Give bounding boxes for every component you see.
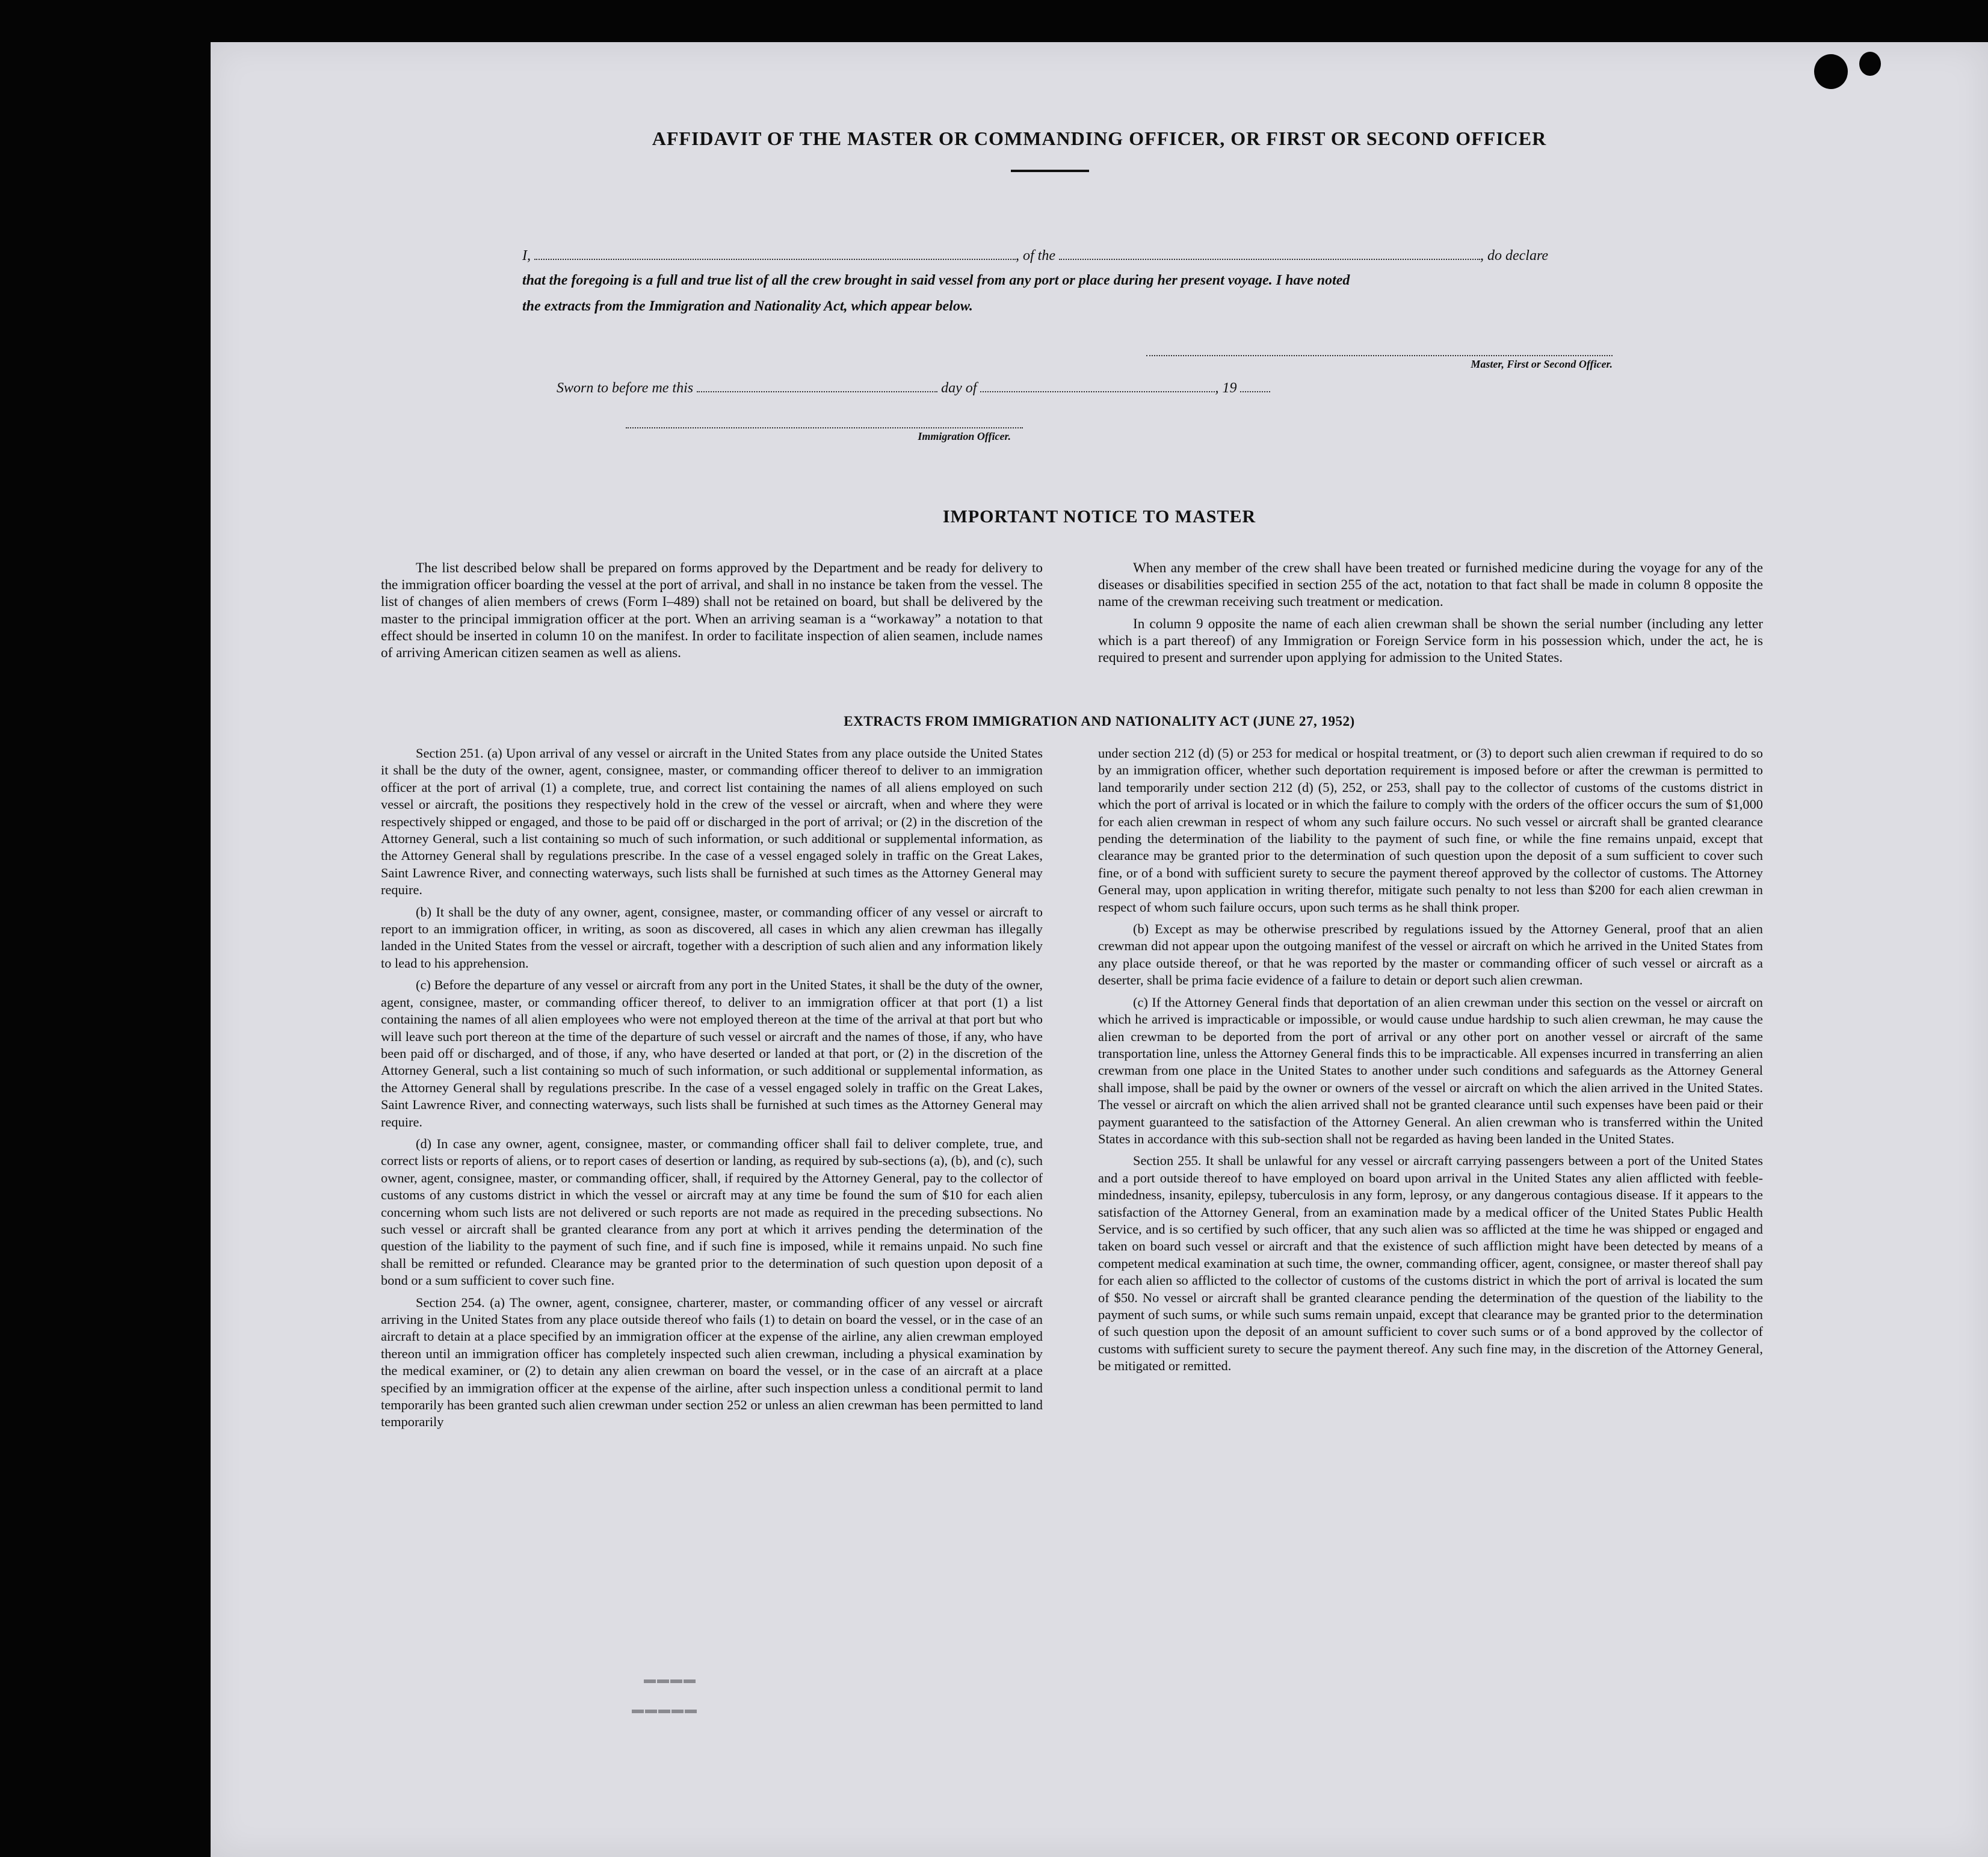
faint-marks: ▬▬▬▬▬ xyxy=(632,1703,698,1716)
notice-title: IMPORTANT NOTICE TO MASTER xyxy=(942,507,1256,527)
affidavit-title: AFFIDAVIT OF THE MASTER OR COMMANDING OFFICER, OR FIRST OR SECOND OFFICER xyxy=(652,128,1547,149)
officer-signature-line[interactable] xyxy=(626,427,1023,428)
notice-paragraph: The list described below shall be prepared on forms approved by the Department and be ready for delivery to the immigration officer boarding the vessel at the port of arrival, and shall in no instance be taken from the vessel. The list of changes of alien members of crews (Form I–489) shall not be retained on board, but shall be delivered by the master to the principal immigration officer at the port. When an arriving seaman is a “workaway” a notation to that effect should be inserted in column 10 on the manifest. In order to facilitate inspection of alien seamen, include names of arriving American citizen seamen as well as aliens. xyxy=(381,560,1043,661)
officer-signature-caption: Immigration Officer. xyxy=(918,430,1011,442)
section-paragraph: (c) If the Attorney General finds that deportation of an alien crewman under this section on the vessel or aircraft on which he arrived is impracticable or impossible, or would cause undue hardship to such alien crewman, he may cause the alien crewman to be deported from the port of arrival or any other port on another vessel or aircraft of the same transportation line, unless the Attorney General finds this to be impracticable. All expenses incurred in transferring an alien crewman from one place in the United States to another under such conditions and safeguards as the Attorney General shall impose, shall be paid by the owner or owners of the vessel or aircraft on which the alien arrived in the United States. The vessel or aircraft on which the alien arrived shall not be granted clearance until such expenses have been paid or their payment guaranteed to the satisfaction of the Attorney General. An alien crewman who is transferred within the United States in accordance with this sub-section shall not be regarded as having been landed in the United States. xyxy=(1098,994,1763,1146)
master-signature-caption: Master, First or Second Officer. xyxy=(1471,358,1613,370)
i-label: I, xyxy=(522,248,531,264)
section-paragraph: Section 255. It shall be unlawful for any vessel or aircraft carrying passengers between a port of the United States and a port outside thereof to have employed on board upon arrival in the United States any alien afflicted with feeble-mindedness, insanity, epilepsy, tuberculosis in any form, leprosy, or any dangerous contagious disease. If it appears to the satisfaction of the Attorney General, from an examination made by a medical officer of the United States Public Health Service, and is so certified by such officer, that any such alien was so afflicted at the time he was shipped or engaged and taken on board such vessel or aircraft and that the existence of such affliction might have been detected by means of a competent medical examination at such time, the owner, commanding officer, agent, consignee, or master thereof shall pay for each alien so afflicted to the collector of customs of the customs district in which the port of arrival is located the sum of $50. No vessel or aircraft shall be granted clearance pending the determination of the question of the liability to the payment of such sums, or while such sums remain unpaid, except that clearance may be granted prior to the determination of such question upon the deposit of an amount sufficient to cover such sums or of a bond approved by the collector of customs with sufficient surety to secure the payment thereof. Any such fine may, in the discretion of the Attorney General, be mitigated or remitted. xyxy=(1098,1153,1763,1374)
notice-left-column xyxy=(381,560,1043,666)
day-of-label: day of xyxy=(941,380,977,396)
section-paragraph: Section 251. (a) Upon arrival of any vessel or aircraft in the United States from any place outside the United States it shall be the duty of the owner, agent, consignee, master, or commanding officer thereof to deliver to an immigration officer at the port of arrival (1) a complete, true, and correct list containing the names of all aliens employed on such vessel or aircraft, the positions they respectively hold in the crew of the vessel or aircraft, when and where they were respectively shipped or engaged, and those to be paid off or discharged in the port of arrival; or (2) in the discretion of the Attorney General, such a list containing so much of such information, or such additional or supplemental information, as the Attorney General shall by regulations prescribe. In the case of a vessel engaged solely in traffic on the Great Lakes, Saint Lawrence River, and connecting waterways, such lists shall be furnished at such times as the Attorney General may require. xyxy=(381,746,1043,898)
notice-paragraph: In column 9 opposite the name of each alien crewman shall be shown the serial number (including any letter which is a part thereof) of any Immigration or Foreign Service form in his possession which, under the act, he is required to present and surrender upon applying for admission to the United States. xyxy=(1098,616,1763,666)
extracts-left-column xyxy=(381,745,1043,1436)
year-label: , 19 xyxy=(1215,380,1237,396)
section-paragraph: Section 254. (a) The owner, agent, consignee, charterer, master, or commanding officer of any vessel or aircraft arriving in the United States from any place outside thereof who fails (1) to detain on board the vessel, or in the case of an aircraft to detain at a place specified by an immigration officer at the expense of the airline, any alien crewman employed thereon until an immigration officer has completely inspected such alien crewman, including a physical examination by the medical examiner, or (2) to detain any alien crewman on board the vessel, or in the case of an aircraft at a place specified by an immigration officer at the expense of the airline, after such inspection unless a conditional permit to land temporarily has been granted such alien crewman under section 252 or unless an alien crewman has been permitted to land temporarily xyxy=(381,1294,1043,1430)
notice-right-column xyxy=(1098,560,1763,671)
day-field[interactable] xyxy=(697,379,937,392)
section-paragraph: (b) It shall be the duty of any owner, agent, consignee, master, or commanding officer of any vessel or aircraft to report to an immigration officer, in writing, as soon as discovered, all cases in which any alien crewman has illegally landed in the United States from the vessel or aircraft, together with a description of such alien and any information likely to lead to his apprehension. xyxy=(381,904,1043,971)
section-paragraph: (b) Except as may be otherwise prescribed by regulations issued by the Attorney General, proof that an alien crewman did not appear upon the outgoing manifest of the vessel or aircraft on which he arrived in the United States from any place outside thereof, or that he was reported by the master or commanding officer of such vessel or aircraft as a deserter, shall be prima facie evidence of a failure to detain or deport such alien crewman. xyxy=(1098,921,1763,988)
sworn-label: Sworn to before me this xyxy=(557,380,694,396)
document-page xyxy=(211,42,1988,1857)
month-field[interactable] xyxy=(980,379,1215,392)
extracts-right-column xyxy=(1098,745,1763,1380)
name-field[interactable] xyxy=(534,247,1016,260)
sworn-line xyxy=(557,379,1270,397)
master-signature-line[interactable] xyxy=(1146,355,1613,356)
title-rule xyxy=(1011,170,1089,172)
of-the-label: , of the xyxy=(1016,248,1055,264)
section-paragraph: (d) In case any owner, agent, consignee, master, or commanding officer shall fail to deliver complete, true, and correct lists or reports of aliens, or to report cases of desertion or landing, as required by sub-sections (a), (b), and (c), such owner, agent, consignee, master, or commanding officer, shall, if required by the Attorney General, pay to the collector of customs of any customs district in which the vessel or aircraft may at any time be found the sum of $10 for each alien concerning whom such lists are not delivered or such reports are not made as required in the preceding subsections. No such vessel or aircraft shall be granted clearance from any port at which it arrives pending the determination of the question of the liability to the payment of such fine, and if such fine is imposed, while it remains unpaid. No such fine shall be remitted or refunded. Clearance may be granted prior to the determination of such question upon deposit of a bond or a sum sufficient to cover such fine. xyxy=(381,1136,1043,1288)
do-declare-label: , do declare xyxy=(1480,248,1549,264)
faint-stamp xyxy=(295,340,300,360)
section-paragraph: under section 212 (d) (5) or 253 for medical or hospital treatment, or (3) to deport such alien crewman if required to do so by an immigration officer, whether such deportation requirement is imposed before or after the crewman is permitted to land temporarily under section 212 (d) (5), 252, or 253, shall pay to the collector of customs of the customs district in which the port of arrival is located or in which the failure to comply with the orders of the officer occurs the sum of $1,000 for each alien crewman in respect of whom any such failure occurs. No such vessel or aircraft shall be granted clearance pending the determination of the liability to the payment of such fine, or while the fine remains unpaid, except that clearance may be granted prior to the determination of such question upon the deposit of a sum sufficient to cover such fine, or of a bond with sufficient surety to secure the payment thereof approved by the collector of customs. The Attorney General may, upon application in writing therefor, mitigate such penalty to not less than $200 for each alien crewman in respect of whom such failure occurs, upon such terms as he shall think proper. xyxy=(1098,746,1763,915)
extracts-title: EXTRACTS FROM IMMIGRATION AND NATIONALITY ACT (JUNE 27, 1952) xyxy=(844,714,1355,729)
punch-hole xyxy=(1814,54,1848,89)
vessel-field[interactable] xyxy=(1059,247,1480,260)
declaration-line xyxy=(522,247,1548,264)
statement-line-1: that the foregoing is a full and true list of all the crew brought in said vessel from any port or place during her present voyage. I have noted xyxy=(522,273,1350,288)
section-paragraph: (c) Before the departure of any vessel or aircraft from any port in the United States, it shall be the duty of the owner, agent, consignee, master, or commanding officer thereof, to deliver to an immigration officer at that port (1) a list containing the names of all alien employees who were not employed thereon at the time of the arrival at that port but who will leave such port thereon at the time of the departure of such vessel or aircraft and the names of those, if any, who have been paid off or discharged, and of those, if any, who have deserted or landed at that port, or (2) in the discretion of the Attorney General, such a list containing so much of such information, or such additional or supplemental information, as the Attorney General shall by regulations prescribe. In the case of a vessel engaged solely in traffic on the Great Lakes, Saint Lawrence River, and connecting waterways, such lists shall be furnished at such times as the Attorney General may require. xyxy=(381,977,1043,1129)
faint-marks: ▬▬▬▬ xyxy=(644,1673,697,1686)
statement-line-2: the extracts from the Immigration and Nationality Act, which appear below. xyxy=(522,298,973,314)
notice-paragraph: When any member of the crew shall have been treated or furnished medicine during the voyage for any of the diseases or disabilities specified in section 255 of the act, notation to that fact shall be made in column 8 opposite the name of the crewman receiving such treatment or medication. xyxy=(1098,560,1763,610)
punch-hole xyxy=(1859,52,1881,76)
year-field[interactable] xyxy=(1240,379,1270,392)
